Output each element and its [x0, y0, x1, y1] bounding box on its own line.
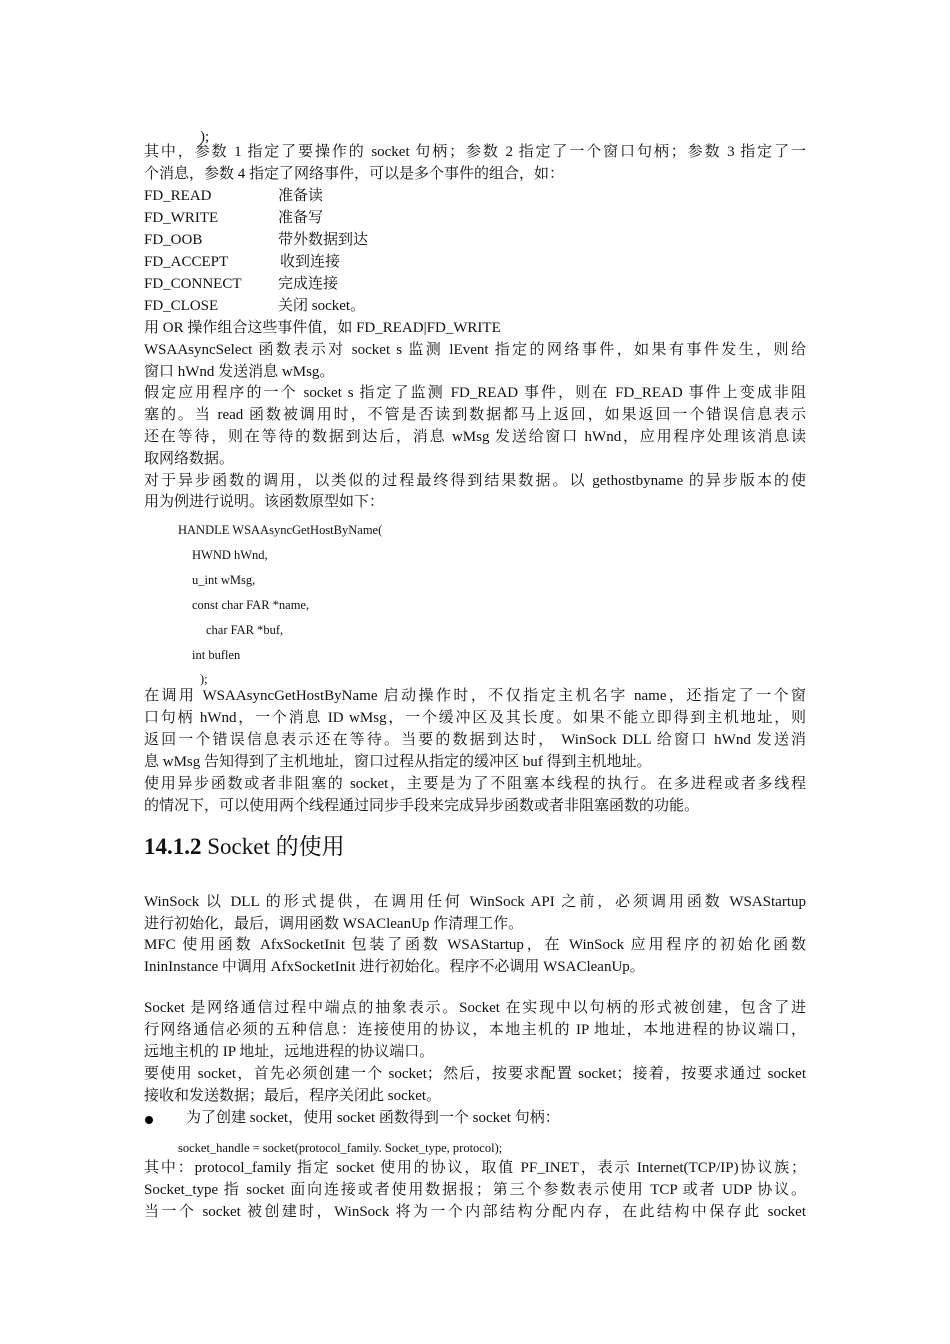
event-name: FD_CLOSE	[144, 298, 219, 314]
event-desc: 关闭 socket。	[278, 298, 366, 314]
event-desc: 收到连接	[280, 254, 341, 270]
paragraph-line: 取网络数据。	[144, 451, 235, 467]
paragraph-line: 塞的。当 read 函数被调用时，不管是否读到数据都马上返回，如果返回一个错误信息表示	[144, 407, 806, 423]
paragraph-line: 息 wMsg 告知得到了主机地址，窗口过程从指定的缓冲区 buf 得到主机地址。	[144, 754, 652, 770]
paragraph-line: WSAAsyncSelect 函数表示对 socket s 监测 lEvent 指定的网络事件，如果有事件发生，则给	[144, 342, 806, 358]
paragraph-line: 要使用 socket，首先必须创建一个 socket；然后，按要求配置 socket；接着，按要求通过 socket	[144, 1066, 806, 1082]
code-line: char FAR *buf,	[206, 623, 284, 637]
code-line: HANDLE WSAAsyncGetHostByName(	[178, 523, 383, 537]
paragraph-line: 用 OR 操作组合这些事件值，如 FD_READ|FD_WRITE	[144, 320, 501, 336]
code-line: );	[200, 672, 208, 686]
event-name: FD_WRITE	[144, 210, 219, 226]
paragraph-line: 其中，参数 1 指定了要操作的 socket 句柄；参数 2 指定了一个窗口句柄；参数 3 指定了一	[144, 144, 806, 160]
paragraph-line: 窗口 hWnd 发送消息 wMsg。	[144, 364, 335, 380]
paragraph-line: 还在等待，则在等待的数据到达后，消息 wMsg 发送给窗口 hWnd，应用程序处理该消息读	[144, 429, 806, 445]
paragraph-line: 对于异步函数的调用，以类似的过程最终得到结果数据。以 gethostbyname 的异步版本的使	[144, 473, 806, 489]
paragraph-line: 用为例进行说明。该函数原型如下：	[144, 494, 385, 510]
code-line: socket_handle = socket(protocol_family. Socket_type, protocol);	[178, 1141, 503, 1155]
bullet-icon	[145, 1116, 153, 1124]
event-desc: 带外数据到达	[278, 232, 369, 248]
code-line: int buflen	[192, 648, 241, 662]
paragraph-line: 使用异步函数或者非阻塞的 socket，主要是为了不阻塞本线程的执行。在多进程或者多线程	[144, 776, 806, 792]
code-line: u_int wMsg,	[192, 573, 256, 587]
code-line: const char FAR *name,	[192, 598, 310, 612]
paragraph-line: MFC 使用函数 AfxSocketInit 包装了函数 WSAStartup，在 WinSock 应用程序的初始化函数	[144, 937, 806, 953]
event-desc: 准备写	[278, 210, 324, 226]
event-name: FD_OOB	[144, 232, 203, 248]
paragraph-line: Socket_type 指 socket 面向连接或者使用数据报；第三个参数表示使用 TCP 或者 UDP 协议。	[144, 1182, 806, 1198]
section-title: Socket 的使用	[207, 834, 345, 859]
paragraph-line: 在调用 WSAAsyncGetHostByName 启动操作时，不仅指定主机名字 name，还指定了一个窗	[144, 688, 806, 704]
paragraph-line: 远地主机的 IP 地址，远地进程的协议端口。	[144, 1044, 435, 1060]
section-heading	[144, 832, 345, 862]
bullet-item: 为了创建 socket，使用 socket 函数得到一个 socket 句柄：	[186, 1110, 560, 1126]
paragraph-line: 返回一个错误信息表示还在等待。当要的数据到达时， WinSock DLL 给窗口 hWnd 发送消	[144, 732, 806, 748]
section-number: 14.1.2	[144, 834, 202, 859]
event-desc: 完成连接	[278, 276, 339, 292]
event-name: FD_ACCEPT	[144, 254, 229, 270]
paragraph-line: 当一个 socket 被创建时，WinSock 将为一个内部结构分配内存，在此结构中保存此 socket	[144, 1204, 806, 1220]
paragraph-line: 口句柄 hWnd，一个消息 ID wMsg，一个缓冲区及其长度。如果不能立即得到主机地址，则	[144, 710, 806, 726]
paragraph-line: WinSock 以 DLL 的形式提供，在调用任何 WinSock API 之前，必须调用函数 WSAStartup	[144, 894, 806, 910]
code-line: HWND hWnd,	[192, 548, 268, 562]
code-close-paren: );	[200, 129, 210, 145]
event-name: FD_READ	[144, 188, 212, 204]
paragraph-line: IninInstance 中调用 AfxSocketInit 进行初始化。程序不必调用 WSACleanUp。	[144, 959, 645, 975]
paragraph-line: 进行初始化，最后，调用函数 WSACleanUp 作清理工作。	[144, 916, 524, 932]
paragraph-line: 接收和发送数据；最后，程序关闭此 socket。	[144, 1088, 442, 1104]
paragraph-line: 个消息，参数 4 指定了网络事件，可以是多个事件的组合，如：	[144, 166, 565, 182]
event-name: FD_CONNECT	[144, 276, 242, 292]
event-desc: 准备读	[278, 188, 324, 204]
paragraph-line: Socket 是网络通信过程中端点的抽象表示。Socket 在实现中以句柄的形式被创建，包含了进	[144, 1000, 806, 1016]
paragraph-line: 其中：protocol_family 指定 socket 使用的协议，取值 PF_INET，表示 Internet(TCP/IP)协议族；	[144, 1160, 806, 1176]
paragraph-line: 行网络通信必须的五种信息：连接使用的协议，本地主机的 IP 地址，本地进程的协议端口，	[144, 1022, 806, 1038]
paragraph-line: 假定应用程序的一个 socket s 指定了监测 FD_READ 事件，则在 FD_READ 事件上变成非阻	[144, 385, 806, 401]
paragraph-line: 的情况下，可以使用两个线程通过同步手段来完成异步函数或者非阻塞函数的功能。	[144, 798, 700, 814]
